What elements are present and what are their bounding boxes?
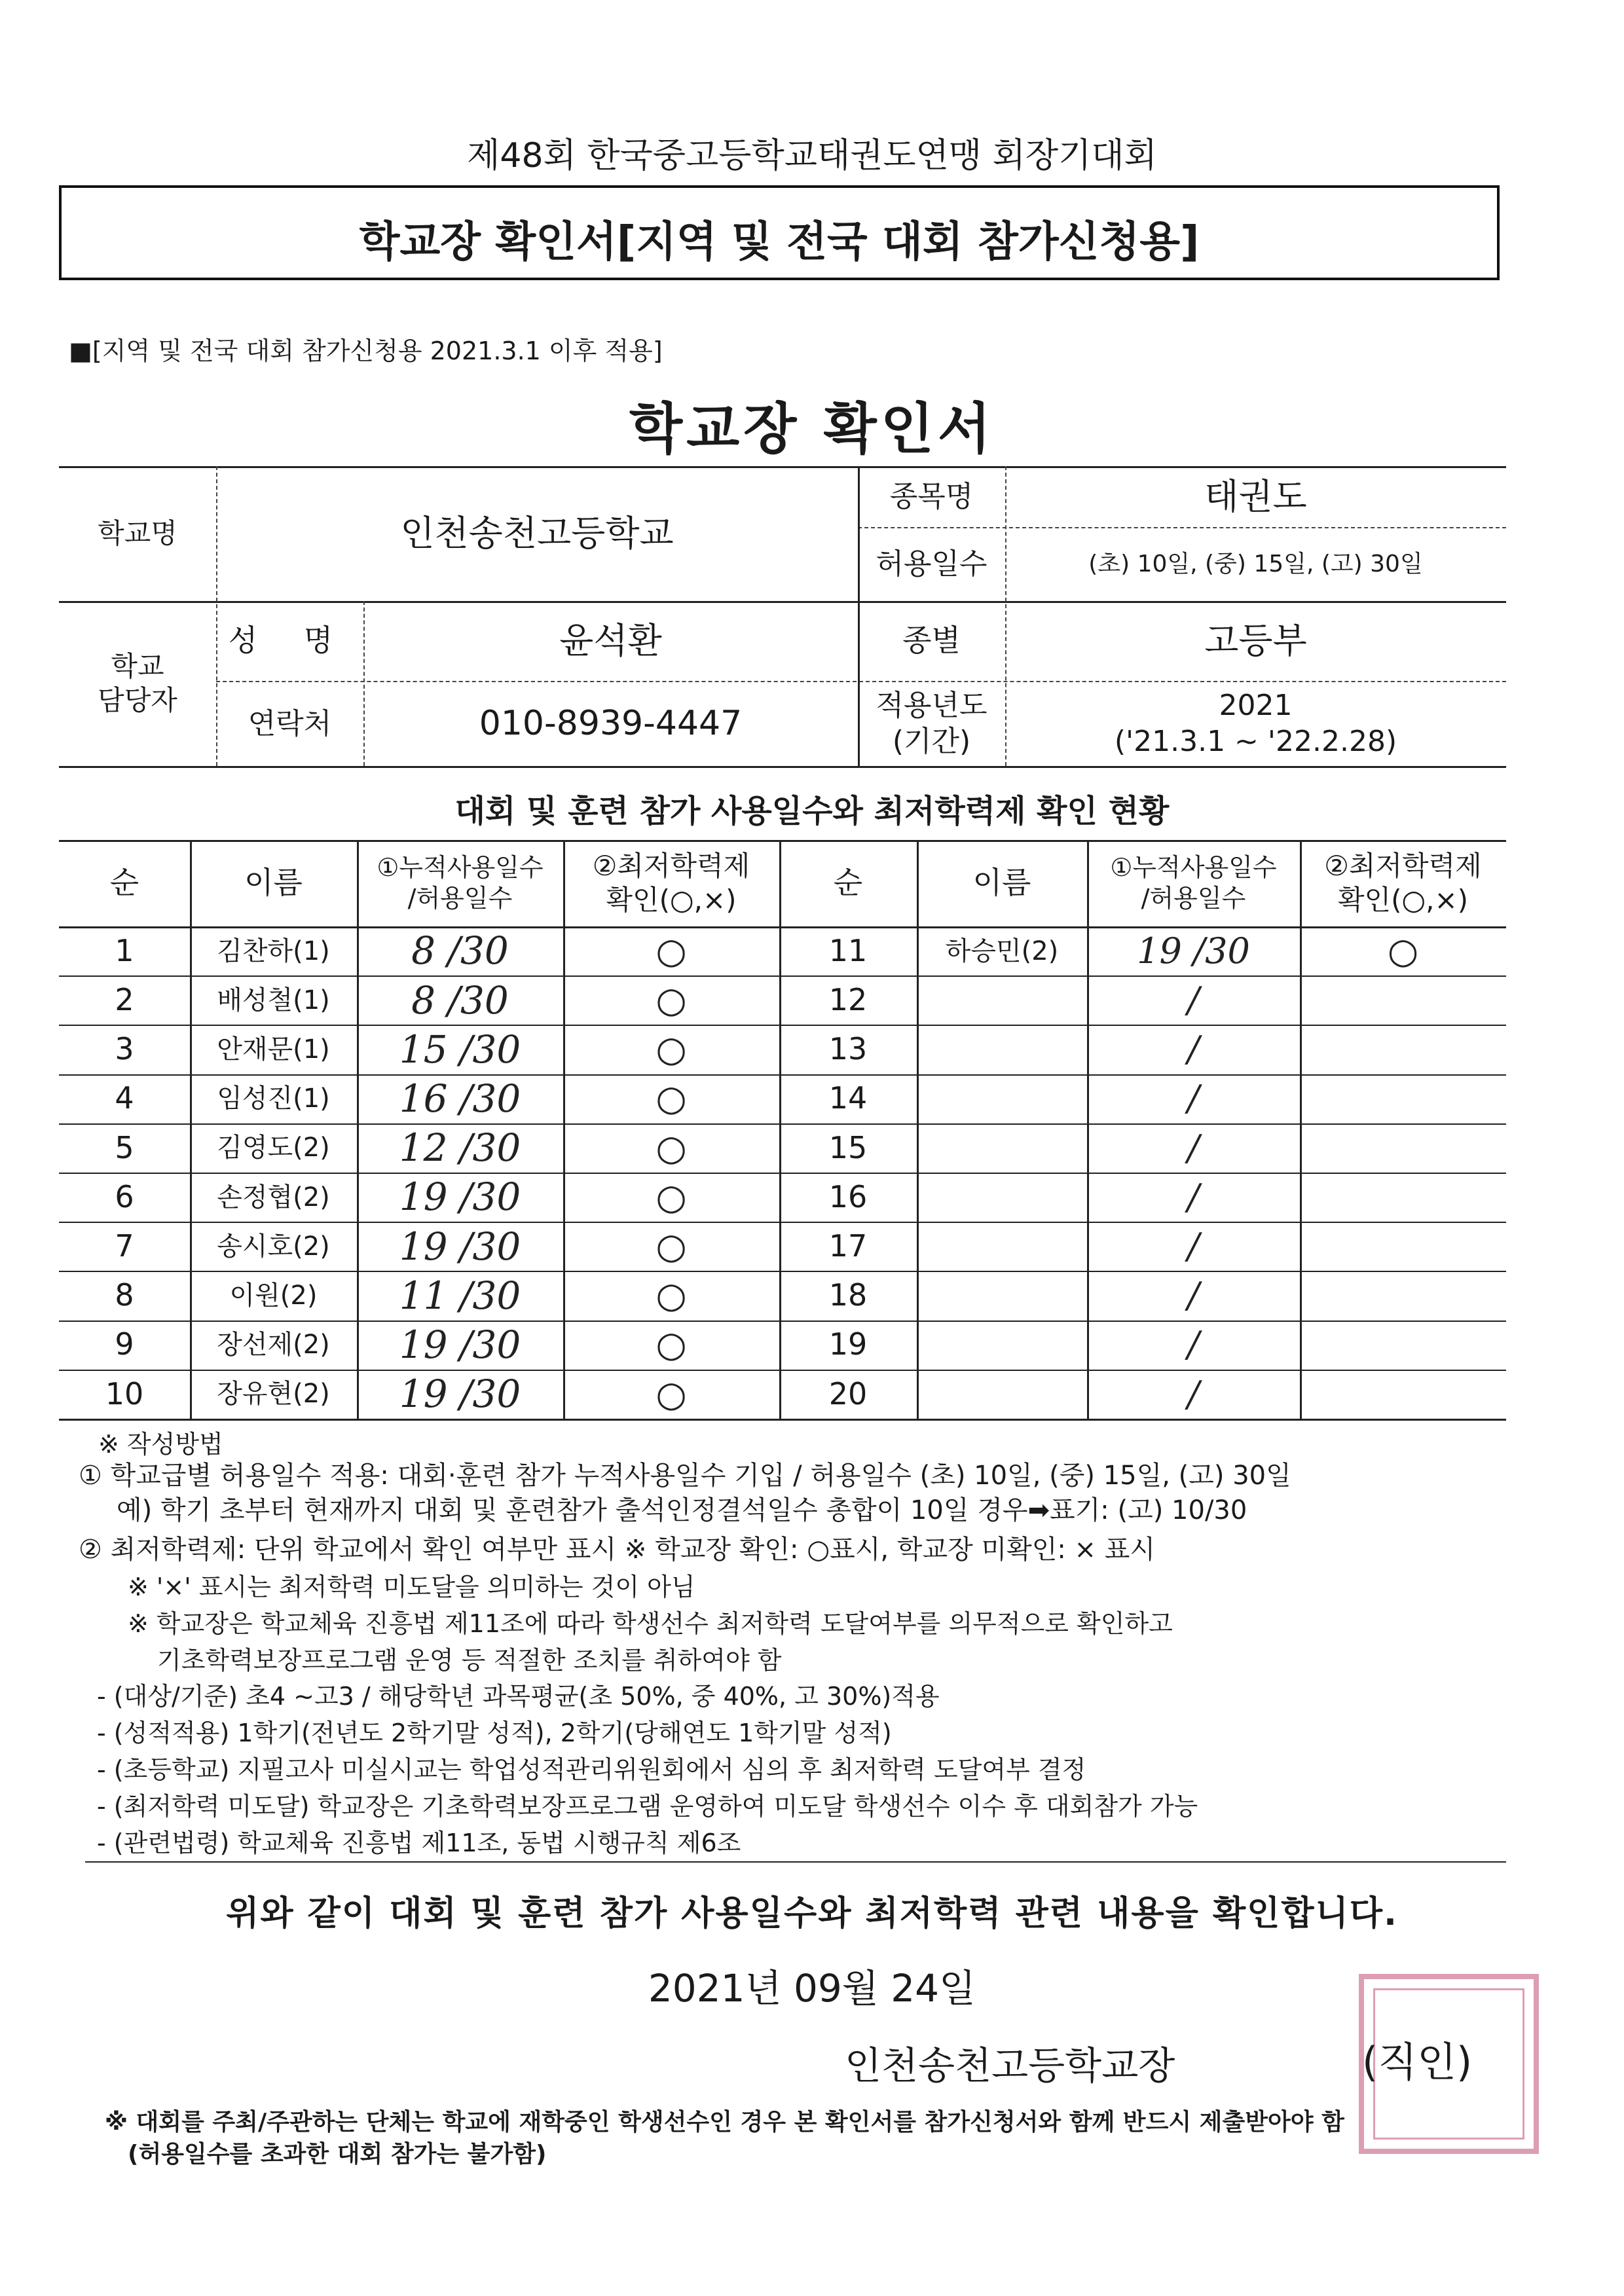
confirm-date: 2021년 09월 24일 — [648, 1966, 976, 2011]
right-row-5-check — [1300, 1123, 1506, 1173]
right-row-9-check — [1300, 1321, 1506, 1370]
right-row-8-days: / — [1187, 1275, 1200, 1317]
left-row-3-check: ○ — [655, 1029, 687, 1070]
right-row-7-check — [1300, 1222, 1506, 1271]
left-row-5-no: 5 — [115, 1129, 134, 1165]
footer-note-2: (허용일수를 초과한 대회 참가는 불가함) — [128, 2141, 547, 2168]
left-row-7-name: 송시호(2) — [217, 1231, 330, 1262]
right-row-6-name — [917, 1173, 1087, 1222]
left-row-3-days: 15 /30 — [399, 1027, 521, 1072]
header-name-right: 이름 — [972, 865, 1031, 901]
right-row-9-days: / — [1187, 1324, 1200, 1366]
right-row-4-no: 14 — [828, 1080, 868, 1116]
left-row-5-name: 김영도(2) — [217, 1133, 330, 1163]
right-row-10-check — [1300, 1370, 1506, 1419]
applies-note: ■[지역 및 전국 대회 참가신청용 2021.3.1 이후 적용] — [69, 337, 663, 365]
left-row-7-no: 7 — [115, 1228, 134, 1264]
right-row-8-no: 18 — [828, 1277, 868, 1313]
right-row-7-no: 17 — [828, 1228, 868, 1264]
left-row-1-name: 김찬하(1) — [217, 936, 330, 966]
right-row-4-days: / — [1187, 1078, 1200, 1120]
note-1b: 예) 학기 초부터 현재까지 대회 및 훈련참가 출석인정결석일수 총합이 10일 경우➡표기: (고) 10/30 — [117, 1495, 1247, 1525]
right-row-4-check — [1300, 1074, 1506, 1123]
detail-5: - (관련법령) 학교체육 진흥법 제11조, 동법 시행규칙 제6조 — [97, 1829, 741, 1857]
manager-label: 학교 담당자 — [98, 649, 177, 716]
left-row-4-no: 4 — [115, 1080, 134, 1116]
right-row-6-no: 16 — [828, 1178, 868, 1214]
event-label: 종목명 — [889, 480, 974, 513]
right-row-5-days: / — [1187, 1127, 1200, 1169]
signer-name: 인천송천고등학교장 — [845, 2043, 1175, 2088]
left-row-10-name: 장유현(2) — [217, 1379, 330, 1410]
right-row-9-no: 19 — [828, 1326, 868, 1362]
right-row-2-check — [1300, 975, 1506, 1025]
header-days-right: ①누적사용일수 /허용일수 — [1110, 852, 1277, 913]
left-row-4-check: ○ — [655, 1078, 687, 1120]
left-row-9-check: ○ — [655, 1324, 687, 1366]
left-row-5-check: ○ — [655, 1127, 687, 1169]
right-row-8-name — [917, 1271, 1087, 1320]
right-row-2-no: 12 — [828, 982, 868, 1018]
right-row-1-check: ○ — [1387, 930, 1419, 972]
name-label: 성 명 — [228, 623, 352, 659]
right-row-7-days: / — [1187, 1226, 1200, 1267]
year-label: 적용년도 (기간) — [876, 689, 987, 758]
detail-2: - (성적적용) 1학기(전년도 2학기말 성적), 2학기(당해연도 1학기말 성적) — [97, 1719, 892, 1747]
right-row-3-days: / — [1187, 1029, 1200, 1070]
right-row-3-no: 13 — [828, 1031, 868, 1067]
note-2b: ※ 학교장은 학교체육 진흥법 제11조에 따라 학생선수 최저학력 도달여부를 의무적으로 확인하고 — [128, 1609, 1173, 1638]
right-row-2-name — [917, 975, 1087, 1025]
left-row-9-days: 19 /30 — [399, 1322, 521, 1367]
header-no-right: 순 — [833, 865, 863, 901]
left-row-8-name: 이원(2) — [229, 1280, 318, 1311]
event-title: 제48회 한국중고등학교태권도연맹 회장기대회 — [467, 136, 1157, 175]
left-row-3-no: 3 — [115, 1031, 134, 1067]
footer-note-1: ※ 대회를 주최/주관하는 단체는 학교에 재학중인 학생선수인 경우 본 확인서를 참가신청서와 함께 반드시 제출받아야 함 — [105, 2109, 1344, 2136]
division-value: 고등부 — [1204, 620, 1307, 662]
right-row-1-no: 11 — [828, 932, 868, 968]
left-row-6-name: 손정협(2) — [217, 1182, 330, 1212]
right-row-3-check — [1300, 1025, 1506, 1074]
header-check-right: ②최저학력제 확인(○,×) — [1324, 849, 1482, 916]
notes-heading: ※ 작성방법 — [98, 1430, 223, 1459]
right-row-4-name — [917, 1074, 1087, 1123]
header-no: 순 — [109, 865, 139, 901]
right-row-8-check — [1300, 1271, 1506, 1320]
right-row-10-no: 20 — [828, 1376, 868, 1412]
confirm-statement: 위와 같이 대회 및 훈련 참가 사용일수와 최저학력 관련 내용을 확인합니다. — [226, 1894, 1398, 1933]
right-row-2-days: / — [1187, 979, 1200, 1021]
right-row-5-no: 15 — [828, 1129, 868, 1165]
left-row-1-no: 1 — [115, 932, 134, 968]
status-title: 대회 및 훈련 참가 사용일수와 최저학력제 확인 현황 — [454, 793, 1170, 829]
contact-label: 연락처 — [248, 706, 332, 740]
left-row-4-days: 16 /30 — [399, 1076, 521, 1121]
detail-1: - (대상/기준) 초4 ~고3 / 해당학년 과목평균(초 50%, 중 40%, 고 30%)적용 — [97, 1682, 940, 1711]
left-row-1-days: 8 /30 — [411, 928, 509, 974]
name-value: 윤석환 — [559, 620, 662, 662]
left-row-7-check: ○ — [655, 1226, 687, 1267]
note-1: ① 학교급별 허용일수 적용: 대회·훈련 참가 누적사용일수 기입 / 허용일수 (초) 10일, (중) 15일, (고) 30일 — [79, 1461, 1291, 1491]
seal-label: (직인) — [1362, 2038, 1473, 2086]
left-row-2-days: 8 /30 — [411, 977, 509, 1023]
note-2a: ※ '×' 표시는 최저학력 미도달을 의미하는 것이 아님 — [128, 1573, 695, 1601]
year-value: 2021 ('21.3.1 ~ '22.2.28) — [1114, 689, 1397, 758]
left-row-5-days: 12 /30 — [399, 1125, 521, 1171]
right-row-1-name: 하승민(2) — [945, 936, 1059, 966]
right-row-5-name — [917, 1123, 1087, 1173]
left-row-1-check: ○ — [655, 930, 687, 972]
right-row-6-days: / — [1187, 1176, 1200, 1218]
school-label: 학교명 — [98, 517, 177, 549]
left-row-8-days: 11 /30 — [399, 1273, 521, 1318]
left-row-10-check: ○ — [655, 1373, 687, 1415]
left-row-9-name: 장선제(2) — [217, 1330, 330, 1360]
right-row-6-check — [1300, 1173, 1506, 1222]
contact-value: 010-8939-4447 — [479, 703, 743, 743]
left-row-8-check: ○ — [655, 1275, 687, 1317]
allowed-value: (초) 10일, (중) 15일, (고) 30일 — [1088, 551, 1423, 577]
left-row-9-no: 9 — [115, 1326, 134, 1362]
header-check: ②최저학력제 확인(○,×) — [592, 849, 750, 916]
note-2c: 기초학력보장프로그램 운영 등 적절한 조치를 취하여야 함 — [157, 1646, 782, 1675]
division-label: 종별 — [902, 623, 961, 659]
right-row-3-name — [917, 1025, 1087, 1074]
left-row-4-name: 임성진(1) — [217, 1084, 330, 1114]
detail-3: - (초등학교) 지필고사 미실시교는 학업성적관리위원회에서 심의 후 최저학력 도달여부 결정 — [97, 1755, 1086, 1784]
left-row-10-days: 19 /30 — [399, 1372, 521, 1417]
left-row-2-no: 2 — [115, 982, 134, 1018]
right-row-9-name — [917, 1321, 1087, 1370]
left-row-10-no: 10 — [105, 1376, 144, 1412]
left-row-7-days: 19 /30 — [399, 1224, 521, 1269]
header-days: ①누적사용일수 /허용일수 — [377, 852, 544, 913]
event-value: 태권도 — [1204, 475, 1307, 517]
left-row-2-check: ○ — [655, 979, 687, 1021]
left-row-8-no: 8 — [115, 1277, 134, 1313]
left-row-2-name: 배성철(1) — [217, 985, 330, 1015]
right-row-7-name — [917, 1222, 1087, 1271]
left-row-6-no: 6 — [115, 1178, 134, 1214]
left-row-6-check: ○ — [655, 1176, 687, 1218]
left-row-3-name: 안재문(1) — [217, 1034, 330, 1065]
box-title: 학교장 확인서[지역 및 전국 대회 참가신청용] — [359, 218, 1200, 266]
header-name: 이름 — [244, 865, 303, 901]
right-row-10-name — [917, 1370, 1087, 1419]
allowed-label: 허용일수 — [876, 547, 987, 581]
right-row-10-days: / — [1187, 1373, 1200, 1415]
note-2: ② 최저학력제: 단위 학교에서 확인 여부만 표시 ※ 학교장 확인: ○표시, 학교장 미확인: × 표시 — [79, 1535, 1156, 1565]
right-row-1-days: 19 /30 — [1137, 930, 1250, 972]
school-value: 인천송천고등학교 — [400, 513, 674, 555]
main-title: 학교장 확인서 — [629, 397, 995, 461]
detail-4: - (최저학력 미도달) 학교장은 기초학력보장프로그램 운영하여 미도달 학생선수 이수 후 대회참가 가능 — [97, 1792, 1198, 1821]
left-row-6-days: 19 /30 — [399, 1175, 521, 1220]
